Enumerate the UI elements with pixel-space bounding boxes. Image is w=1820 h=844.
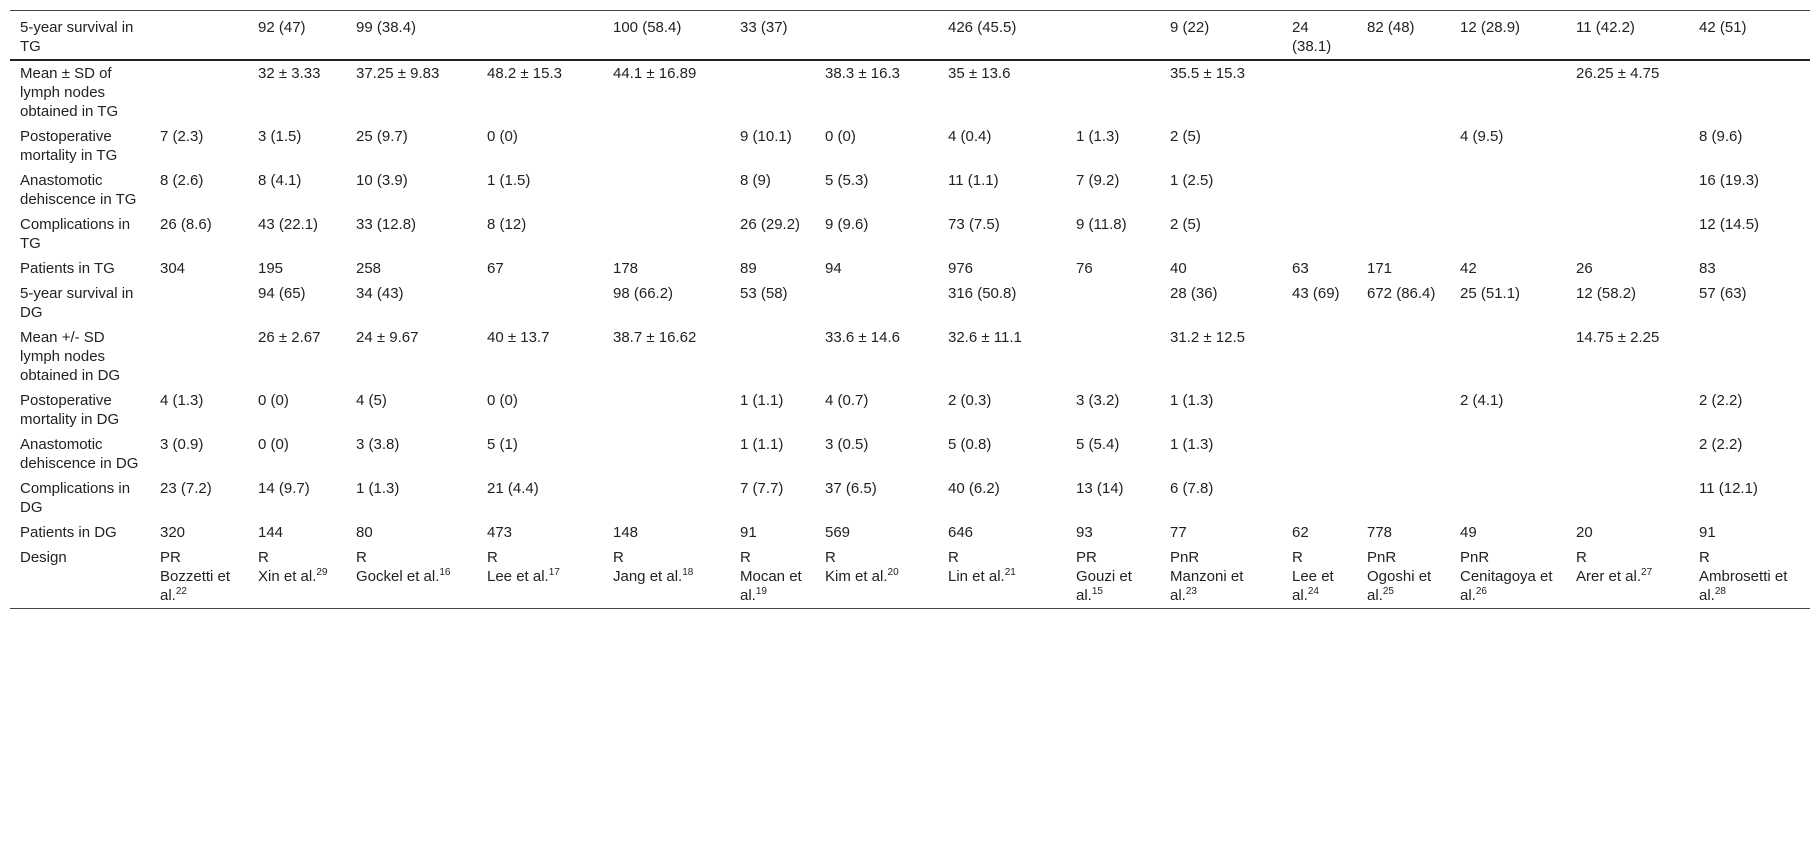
table-cell: 9 (9.6) [825,216,869,233]
study-reference: 29 [316,567,328,578]
table-cell: 0 (0) [487,128,518,145]
table-cell: 2 (5) [1170,128,1201,145]
table-cell [603,432,730,476]
table-cell: 23 (7.2) [160,480,212,497]
study-reference: 20 [887,567,899,578]
study-cell [1282,545,1357,609]
table-row [10,168,1810,212]
study-reference: 27 [1641,567,1653,578]
table-cell: 16 (19.3) [1699,172,1760,189]
study-design: R [1699,549,1710,566]
table-row [10,520,1810,545]
study-design: R [487,549,498,566]
table-cell: 91 [740,524,757,541]
study-design: R [613,549,624,566]
table-cell: 1 (1.3) [1170,392,1214,409]
table-cell: 83 [1699,260,1716,277]
study-reference: 16 [439,567,451,578]
table-cell [1450,168,1566,212]
study-author: Manzoni et al. [1170,568,1244,604]
table-row [10,388,1810,432]
row-label: Anastomotic dehiscence in DG [20,436,139,472]
table-cell: 5 (1) [487,436,518,453]
table-cell: 99 (38.4) [346,11,477,61]
study-cell [1689,545,1810,609]
table-cell: 8 (12) [487,216,527,233]
table-cell: 4 (1.3) [160,392,204,409]
table-cell [1282,212,1357,256]
table-cell [1282,388,1357,432]
table-cell: 40 ± 13.7 [487,329,550,346]
table-cell: 0 (0) [487,392,518,409]
study-reference: 28 [1714,586,1726,597]
study-cell [1066,545,1160,609]
table-cell: 24 ± 9.67 [356,329,419,346]
table-cell [150,281,248,325]
table-cell: 28 (36) [1170,285,1218,302]
study-design: PR [160,549,181,566]
table-cell: 316 (50.8) [948,285,1017,302]
study-reference: 21 [1004,567,1016,578]
table-cell [1689,325,1810,388]
row-label: Complications in DG [20,480,131,516]
table-cell: 93 [1076,524,1093,541]
table-row [10,476,1810,520]
table-cell: 35 ± 13.6 [948,65,1011,82]
table-cell [477,11,603,61]
study-cell [477,545,603,609]
table-cell: 37.25 ± 9.83 [356,65,440,82]
table-cell: 80 [356,524,373,541]
table-cell [1566,476,1689,520]
study-cell [730,545,815,609]
row-label: 5-year survival in DG [20,285,134,321]
table-cell: 48.2 ± 15.3 [487,65,562,82]
row-label: Anastomotic dehiscence in TG [20,172,137,208]
study-design: R [948,549,959,566]
table-cell: 1 (1.1) [740,436,784,453]
table-cell: 8 (4.1) [258,172,302,189]
row-label: Postoperative mortality in DG [20,392,120,428]
table-cell: 21 (4.4) [487,480,539,497]
table-cell: 14.75 ± 2.25 [1576,329,1660,346]
table-cell [603,388,730,432]
table-cell: 0 (0) [825,128,856,145]
table-cell [1357,168,1450,212]
table-cell [1357,60,1450,124]
table-cell: 98 (66.2) [613,285,674,302]
table-cell: 4 (0.4) [948,128,992,145]
table-cell [1282,168,1357,212]
table-cell: 33 (12.8) [356,216,417,233]
table-cell: 62 [1292,524,1309,541]
table-cell: 6 (7.8) [1170,480,1214,497]
table-cell: 33 (37) [730,11,815,61]
table-cell: 94 (65) [258,285,306,302]
data-table [10,10,1810,609]
table-cell: 144 [258,524,284,541]
table-cell: 12 (58.2) [1576,285,1637,302]
table-cell: 8 (2.6) [160,172,204,189]
table-cell: 4 (0.7) [825,392,869,409]
table-cell [603,476,730,520]
table-cell: 148 [613,524,639,541]
study-design: R [825,549,836,566]
table-cell: 1 (1.3) [356,480,400,497]
table-cell [1566,124,1689,168]
table-cell: 11 (12.1) [1699,480,1758,497]
design-row [10,545,1810,609]
study-design: PnR [1460,549,1490,566]
study-reference: 22 [175,586,187,597]
table-cell: 24 (38.1) [1282,11,1357,61]
table-cell: 92 (47) [248,11,346,61]
table-cell: 49 [1460,524,1477,541]
study-cell [1450,545,1566,609]
table-cell: 3 (3.2) [1076,392,1120,409]
table-cell: 8 (9.6) [1699,128,1743,145]
table-row [10,60,1810,124]
table-cell: 2 (0.3) [948,392,992,409]
study-cell [603,545,730,609]
row-label: Complications in TG [20,216,131,252]
table-cell [730,60,815,124]
table-cell: 171 [1367,260,1393,277]
study-design: PnR [1170,549,1200,566]
table-cell: 4 (5) [356,392,387,409]
table-cell [1357,212,1450,256]
table-cell [1689,60,1810,124]
study-reference: 25 [1382,586,1394,597]
table-cell: 3 (3.8) [356,436,400,453]
study-reference: 23 [1185,586,1197,597]
row-label: Mean ± SD of lymph nodes obtained in TG [20,65,119,120]
table-cell [150,60,248,124]
study-author: Lee et al. [487,568,549,585]
study-author: Arer et al. [1576,568,1642,585]
table-cell: 3 (0.5) [825,436,869,453]
table-row [10,256,1810,281]
table-cell [815,281,938,325]
data-table-container [10,10,1810,609]
study-author: Gouzi et al. [1076,568,1132,604]
study-author: Bozzetti et al. [160,568,231,604]
table-cell: 10 (3.9) [356,172,408,189]
table-cell: 20 [1576,524,1593,541]
study-author: Ambrosetti et al. [1699,568,1788,604]
table-cell: 1 (1.5) [487,172,531,189]
table-cell [603,168,730,212]
table-cell [1357,124,1450,168]
study-cell [938,545,1066,609]
table-cell: 94 [825,260,842,277]
table-cell: 195 [258,260,284,277]
row-label: 5-year survival in TG [10,11,150,61]
table-cell: 0 (0) [258,436,289,453]
table-cell: 304 [160,260,186,277]
row-label: Mean +/- SD lymph nodes obtained in DG [20,329,121,384]
table-cell: 32.6 ± 11.1 [948,329,1022,346]
study-cell [1566,545,1689,609]
study-reference: 18 [682,567,694,578]
table-cell: 2 (2.2) [1699,436,1743,453]
table-cell: 5 (5.3) [825,172,869,189]
table-cell: 9 (10.1) [740,128,792,145]
study-author: Lin et al. [948,568,1005,585]
study-author: Xin et al. [258,568,317,585]
table-cell: 40 (6.2) [948,480,1000,497]
study-reference: 19 [755,586,767,597]
table-cell: 38.7 ± 16.62 [613,329,697,346]
table-cell [1566,168,1689,212]
table-cell: 38.3 ± 16.3 [825,65,900,82]
table-cell [1450,432,1566,476]
table-cell: 100 (58.4) [603,11,730,61]
table-cell: 34 (43) [356,285,404,302]
table-cell: 178 [613,260,639,277]
table-cell: 4 (9.5) [1460,128,1504,145]
table-cell [1066,325,1160,388]
table-row [10,432,1810,476]
study-cell [815,545,938,609]
table-cell: 73 (7.5) [948,216,1000,233]
study-reference: 24 [1307,586,1319,597]
row-label: Design [20,549,67,566]
study-author: Ogoshi et al. [1367,568,1432,604]
table-cell [477,281,603,325]
table-cell [1566,432,1689,476]
table-cell [730,325,815,388]
study-design: PR [1076,549,1097,566]
table-cell [1282,476,1357,520]
study-author: Lee et al. [1292,568,1334,604]
table-cell: 76 [1076,260,1093,277]
table-cell [1450,60,1566,124]
table-cell: 1 (2.5) [1170,172,1214,189]
study-author: Kim et al. [825,568,888,585]
study-design: R [1576,549,1587,566]
table-cell: 26 (29.2) [740,216,801,233]
row-label: Postoperative mortality in TG [20,128,118,164]
table-cell: 91 [1699,524,1716,541]
table-cell: 426 (45.5) [938,11,1066,61]
table-cell: 26 ± 2.67 [258,329,321,346]
table-cell [1282,432,1357,476]
table-cell: 33.6 ± 14.6 [825,329,900,346]
table-cell: 77 [1170,524,1187,541]
table-cell [1066,60,1160,124]
table-row [10,11,1810,61]
table-cell [815,11,938,61]
table-cell: 5 (0.8) [948,436,992,453]
table-cell: 42 (51) [1689,11,1810,61]
table-cell: 9 (11.8) [1076,216,1127,233]
study-cell [346,545,477,609]
table-cell: 26 (8.6) [160,216,212,233]
table-cell: 13 (14) [1076,480,1124,497]
table-cell: 63 [1292,260,1309,277]
table-cell [1282,60,1357,124]
table-cell: 9 (22) [1160,11,1282,61]
table-cell: 11 (1.1) [948,172,999,189]
study-author: Gockel et al. [356,568,440,585]
table-cell: 14 (9.7) [258,480,310,497]
table-cell: 11 (42.2) [1566,11,1689,61]
table-cell [1066,281,1160,325]
table-cell: 12 (14.5) [1699,216,1760,233]
row-label: Patients in TG [20,260,115,277]
table-cell: 31.2 ± 12.5 [1170,329,1245,346]
table-cell: 89 [740,260,757,277]
table-cell: 8 (9) [740,172,771,189]
table-cell: 25 (9.7) [356,128,408,145]
table-cell: 12 (28.9) [1450,11,1566,61]
table-cell: 0 (0) [258,392,289,409]
table-cell: 25 (51.1) [1460,285,1521,302]
table-cell: 672 (86.4) [1367,285,1436,302]
table-cell: 976 [948,260,974,277]
table-cell [603,124,730,168]
study-design: R [356,549,367,566]
table-cell: 7 (2.3) [160,128,204,145]
table-cell [1566,212,1689,256]
study-cell [1160,545,1282,609]
table-cell: 258 [356,260,382,277]
table-cell [1357,476,1450,520]
table-cell [1450,212,1566,256]
study-author: Cenitagoya et al. [1460,568,1553,604]
table-cell: 2 (4.1) [1460,392,1504,409]
table-cell [150,11,248,61]
table-cell [603,212,730,256]
table-cell: 53 (58) [740,285,788,302]
table-row [10,281,1810,325]
table-cell: 7 (7.7) [740,480,784,497]
table-cell [1357,432,1450,476]
study-cell [1357,545,1450,609]
table-cell: 82 (48) [1357,11,1450,61]
table-row [10,212,1810,256]
table-cell: 5 (5.4) [1076,436,1120,453]
study-design: R [258,549,269,566]
table-cell: 2 (5) [1170,216,1201,233]
table-cell: 32 ± 3.33 [258,65,321,82]
table-cell [1450,476,1566,520]
table-cell: 43 (69) [1292,285,1340,302]
table-row [10,325,1810,388]
study-cell [150,545,248,609]
table-cell: 26 [1576,260,1593,277]
study-author: Jang et al. [613,568,683,585]
table-cell: 1 (1.3) [1076,128,1120,145]
table-cell: 7 (9.2) [1076,172,1120,189]
table-cell: 1 (1.1) [740,392,784,409]
table-cell: 473 [487,524,513,541]
table-cell: 43 (22.1) [258,216,319,233]
table-cell [1066,11,1160,61]
table-cell: 67 [487,260,504,277]
study-design: R [740,549,751,566]
table-cell: 57 (63) [1699,285,1747,302]
table-body [10,11,1810,609]
table-row [10,124,1810,168]
study-design: R [1292,549,1303,566]
table-cell [1357,325,1450,388]
table-cell [150,325,248,388]
table-cell: 2 (2.2) [1699,392,1743,409]
table-cell [1282,325,1357,388]
table-cell: 320 [160,524,186,541]
study-author: Mocan et al. [740,568,802,604]
table-cell: 44.1 ± 16.89 [613,65,697,82]
row-label: Patients in DG [20,524,117,541]
table-cell: 26.25 ± 4.75 [1576,65,1660,82]
study-reference: 26 [1475,586,1487,597]
table-cell [1450,325,1566,388]
table-cell: 1 (1.3) [1170,436,1214,453]
table-cell [1566,388,1689,432]
table-cell: 37 (6.5) [825,480,877,497]
study-reference: 15 [1091,586,1103,597]
table-cell [1282,124,1357,168]
table-cell: 3 (1.5) [258,128,302,145]
table-cell [1357,388,1450,432]
table-cell: 3 (0.9) [160,436,204,453]
table-cell: 42 [1460,260,1477,277]
table-cell: 569 [825,524,851,541]
table-cell: 778 [1367,524,1393,541]
table-cell: 40 [1170,260,1187,277]
table-cell: 646 [948,524,974,541]
study-reference: 17 [548,567,560,578]
table-cell: 35.5 ± 15.3 [1170,65,1245,82]
study-design: PnR [1367,549,1397,566]
study-cell [248,545,346,609]
